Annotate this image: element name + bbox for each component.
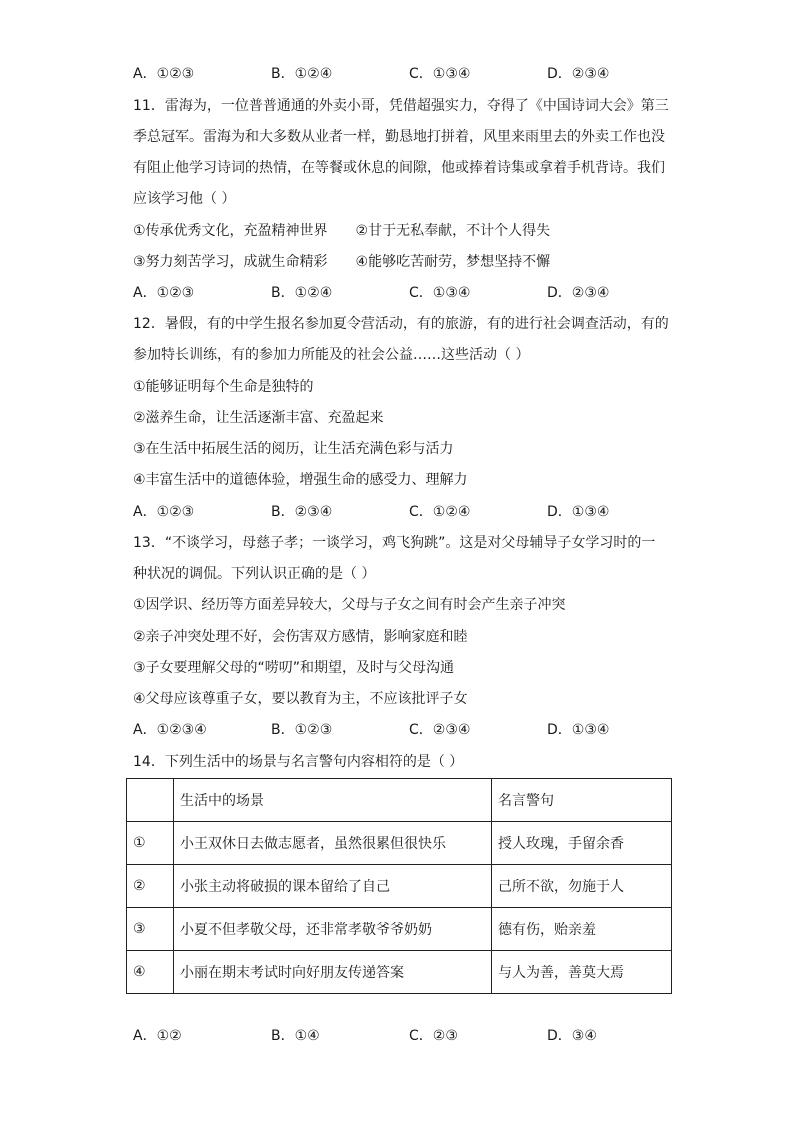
- q10-options: [133, 64, 693, 84]
- table-row: [127, 822, 672, 865]
- q11-option-b: B．①②④: [271, 285, 333, 301]
- q13-stem-line-1: 13．“不谈学习，母慈子孝；一谈学习，鸡飞狗跳”。这是对父母辅导子女学习时的一: [133, 535, 656, 551]
- q14-stem: 14．下列生活中的场景与名言警句内容相符的是（ ）: [133, 754, 464, 770]
- table-cell-number: ④: [127, 951, 174, 994]
- table-cell-scene: 小王双休日去做志愿者，虽然很累但很快乐: [174, 822, 492, 865]
- q12-item-3: ③在生活中拓展生活的阅历，让生活充满色彩与活力: [133, 441, 454, 457]
- q11-stem-line-3: 有阻止他学习诗词的热情，在等餐或休息的间隙，他或捧着诗集或拿着手机背诗。我们: [133, 160, 665, 176]
- q13-option-d: D．①③④: [547, 722, 610, 738]
- table-header-row: [127, 779, 672, 822]
- q13-option-b: B．①②③: [271, 722, 333, 738]
- q12-stem-line-2: 参加特长训练，有的参加力所能及的社会公益……这些活动（ ）: [133, 347, 530, 363]
- q12-stem-line-1: 12．暑假，有的中学生报名参加夏令营活动，有的旅游，有的进行社会调查活动，有的: [133, 316, 669, 332]
- q12-item-1: ①能够证明每个生命是独特的: [133, 379, 314, 395]
- q13-item-1: ①因学识、经历等方面差异较大，父母与子女之间有时会产生亲子冲突: [133, 597, 566, 613]
- q12-option-a: A．①②③: [133, 504, 195, 520]
- q13-options: [133, 720, 693, 740]
- q10-option-a: A．①②③: [133, 66, 195, 82]
- table-row: [127, 908, 672, 951]
- q14-option-d: D．③④: [547, 1028, 597, 1044]
- table-header-cell: 生活中的场景: [174, 779, 492, 822]
- table-cell-number: ③: [127, 908, 174, 951]
- q13-stem-line-2: 种状况的调侃。下列认识正确的是（ ）: [133, 566, 376, 582]
- table-cell-motto: 己所不欲，勿施于人: [492, 865, 672, 908]
- q10-option-b: B．①②④: [271, 66, 333, 82]
- table-cell-scene: 小张主动将破损的课本留给了自己: [174, 865, 492, 908]
- q12-option-d: D．①③④: [547, 504, 610, 520]
- q11-stem-line-1: 11．雷海为，一位普普通通的外卖小哥，凭借超强实力，夺得了《中国诗词大会》第三: [133, 98, 669, 114]
- q11-item-row-2: ③努力刻苦学习，成就生命精彩 ④能够吃苦耐劳，梦想坚持不懈: [133, 254, 551, 270]
- q11-option-d: D．②③④: [547, 285, 610, 301]
- q14-option-c: C．②③: [409, 1028, 458, 1044]
- q10-option-d: D．②③④: [547, 66, 610, 82]
- q11-stem-line-4: 应该学习他（ ）: [133, 191, 236, 207]
- q13-item-2: ②亲子冲突处理不好，会伤害双方感情，影响家庭和睦: [133, 629, 468, 645]
- q14-option-a: A．①②: [133, 1028, 182, 1044]
- table-header-cell: 名言警句: [492, 779, 672, 822]
- table-cell-number: ②: [127, 865, 174, 908]
- table-cell-motto: 授人玫瑰，手留余香: [492, 822, 672, 865]
- q12-option-b: B．②③④: [271, 504, 333, 520]
- table-cell-scene: 小夏不但孝敬父母，还非常孝敬爷爷奶奶: [174, 908, 492, 951]
- q13-item-3: ③子女要理解父母的“唠叨”和期望，及时与父母沟通: [133, 660, 455, 676]
- q11-option-c: C．①③④: [409, 285, 471, 301]
- table-cell-number: ①: [127, 822, 174, 865]
- table-row: [127, 865, 672, 908]
- q13-option-a: A．①②③④: [133, 722, 207, 738]
- q10-option-c: C．①③④: [409, 66, 471, 82]
- q13-option-c: C．②③④: [409, 722, 471, 738]
- q14-options: [133, 1026, 693, 1046]
- q11-options: [133, 283, 693, 303]
- q11-option-a: A．①②③: [133, 285, 195, 301]
- table-row: [127, 951, 672, 994]
- q12-item-4: ④丰富生活中的道德体验，增强生命的感受力、理解力: [133, 472, 468, 488]
- q12-options: [133, 502, 693, 522]
- table-cell-motto: 与人为善，善莫大焉: [492, 951, 672, 994]
- q14-option-b: B．①④: [271, 1028, 320, 1044]
- table-header-cell: [127, 779, 174, 822]
- table-cell-scene: 小丽在期末考试时向好朋友传递答案: [174, 951, 492, 994]
- q13-item-4: ④父母应该尊重子女，要以教育为主，不应该批评子女: [133, 691, 468, 707]
- q11-stem-line-2: 季总冠军。雷海为和大多数从业者一样，勤恳地打拼着，风里来雨里去的外卖工作也没: [133, 129, 665, 145]
- q14-scene-motto-table: [126, 778, 672, 994]
- q12-item-2: ②滋养生命，让生活逐渐丰富、充盈起来: [133, 410, 384, 426]
- q12-option-c: C．①②④: [409, 504, 471, 520]
- table-cell-motto: 德有伤，贻亲羞: [492, 908, 672, 951]
- q11-item-row-1: ①传承优秀文化，充盈精神世界 ②甘于无私奉献，不计个人得失: [133, 223, 551, 239]
